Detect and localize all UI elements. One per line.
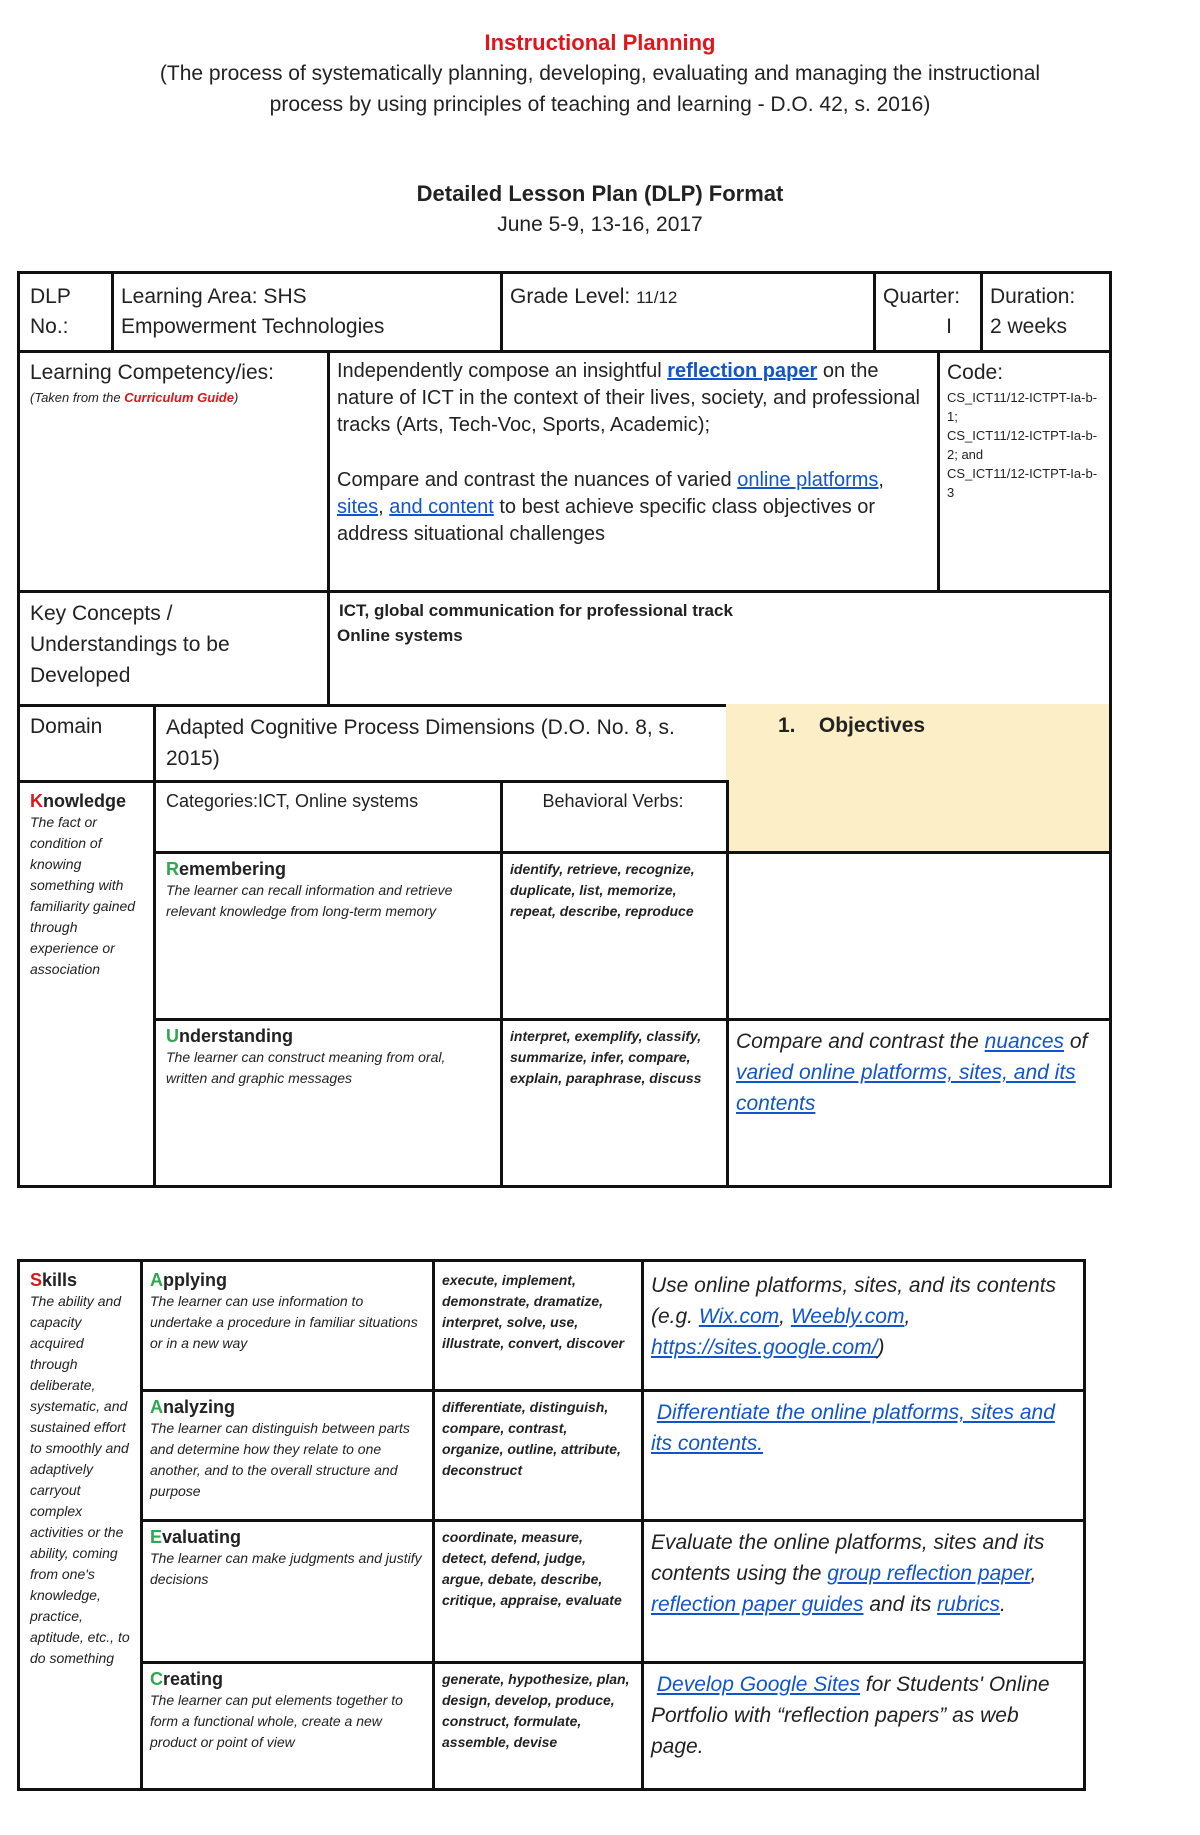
dlp-title: Detailed Lesson Plan (DLP) Format bbox=[416, 181, 784, 206]
remembering-verbs: identify, retrieve, recognize, duplicate, list, memorize, repeat, describe, reproduce bbox=[510, 861, 695, 919]
creating-cell bbox=[140, 1661, 435, 1791]
applying-verbs: execute, implement, demonstrate, dramatize, interpret, solve, use, illustrate, convert, discover bbox=[442, 1272, 625, 1351]
wix-link[interactable]: Wix.com bbox=[698, 1305, 780, 1328]
remembering-description: The learner can recall information and retrieve relevant knowledge from long-term memory bbox=[166, 882, 453, 919]
google-sites-url-link[interactable]: https://sites.google.com/ bbox=[651, 1336, 878, 1359]
adapted-label: Adapted Cognitive Process Dimensions (D.O. No. 8, s. 2015) bbox=[166, 716, 675, 770]
develop-google-sites-link[interactable]: Develop Google Sites bbox=[656, 1673, 860, 1696]
applying-verbs-cell bbox=[432, 1259, 644, 1392]
creating-heading: Creating bbox=[150, 1669, 224, 1689]
dlp-no-label: DLP No.: bbox=[30, 285, 71, 338]
curriculum-guide-link[interactable]: Curriculum Guide bbox=[124, 390, 234, 405]
understanding-verbs-cell bbox=[500, 1018, 729, 1188]
objectives-header-cell bbox=[726, 704, 1112, 854]
online-platforms-link[interactable]: online platforms bbox=[737, 469, 879, 491]
applying-cell bbox=[140, 1259, 435, 1392]
quarter-label: Quarter: bbox=[883, 285, 961, 308]
rubrics-link[interactable]: rubrics bbox=[937, 1593, 1001, 1616]
analyzing-heading: Analyzing bbox=[150, 1397, 236, 1417]
analyzing-cell bbox=[140, 1389, 435, 1522]
page-subtitle-line2: process by using principles of teaching and learning - D.O. 42, s. 2016) bbox=[269, 93, 931, 116]
code-3: CS_ICT11/12-ICTPT-Ia-b-3 bbox=[947, 466, 1098, 500]
grade-level-label: Grade Level: bbox=[510, 285, 631, 308]
knowledge-categories-cell bbox=[153, 780, 503, 854]
understanding-heading: Understanding bbox=[166, 1026, 294, 1046]
creating-objective-cell: Develop Google Sites for Students' Online Portfolio with “reflection papers” as web page. bbox=[641, 1661, 1086, 1791]
quarter-value: I bbox=[946, 315, 952, 338]
code-2: CS_ICT11/12-ICTPT-Ia-b-2; and bbox=[947, 428, 1098, 462]
analyzing-verbs-cell bbox=[432, 1389, 644, 1522]
dlp-date: June 5-9, 13-16, 2017 bbox=[497, 213, 703, 236]
analyzing-objective-cell bbox=[641, 1389, 1086, 1522]
analyzing-verbs: differentiate, distinguish, compare, contrast, organize, outline, attribute, deconstruct bbox=[442, 1399, 621, 1478]
skills-heading: Skills bbox=[30, 1270, 78, 1290]
creating-description: The learner can put elements together to form a functional whole, create a new product or point of view bbox=[150, 1692, 403, 1750]
competency-text-cell bbox=[327, 350, 940, 593]
sites-link[interactable]: sites bbox=[337, 496, 379, 518]
code-cell bbox=[937, 350, 1112, 593]
skills-cell bbox=[17, 1259, 143, 1791]
competency-text-1: Independently compose an insightful reflection paper on the nature of ICT in the context of their lives, society, and professional tracks (Arts, Tech-Voc, Sports, Academic); bbox=[337, 360, 920, 436]
understanding-cell bbox=[153, 1018, 503, 1188]
behavioral-verbs-label-cell bbox=[500, 780, 729, 854]
understanding-description: The learner can construct meaning from oral, written and graphic messages bbox=[166, 1049, 446, 1086]
group-reflection-paper-link[interactable]: group reflection paper bbox=[827, 1562, 1031, 1585]
analyzing-description: The learner can distinguish between parts and determine how they relate to one another, and to the overall structure and purpose bbox=[150, 1420, 410, 1499]
weebly-link[interactable]: Weebly.com bbox=[790, 1305, 905, 1328]
objectives-label: Objectives bbox=[818, 714, 926, 737]
creating-verbs: generate, hypothesize, plan, design, develop, produce, construct, formulate, assemble, devise bbox=[442, 1671, 630, 1750]
competency-text-2: Compare and contrast the nuances of varied online platforms, sites, and content to best achieve specific class objectives or address situational challenges bbox=[337, 469, 884, 545]
competency-note: (Taken from the Curriculum Guide) bbox=[30, 390, 239, 405]
remembering-verbs-cell bbox=[500, 851, 729, 1021]
key-concept-1: ICT, global communication for professional track bbox=[339, 601, 733, 620]
code-1: CS_ICT11/12-ICTPT-Ia-b-1; bbox=[947, 390, 1098, 424]
knowledge-cell bbox=[17, 780, 156, 1188]
page-title: Instructional Planning bbox=[484, 30, 716, 55]
understanding-objective-cell: Compare and contrast the nuances of varied online platforms, sites, and its contents bbox=[726, 1018, 1112, 1188]
creating-verbs-cell bbox=[432, 1661, 644, 1791]
duration-label: Duration: bbox=[990, 285, 1076, 308]
dlp-no-cell bbox=[17, 271, 114, 353]
key-concepts-label: Key Concepts / Understandings to be Developed bbox=[30, 602, 230, 687]
evaluating-verbs-cell bbox=[432, 1519, 644, 1664]
learning-area-value: Empowerment Technologies bbox=[121, 315, 385, 338]
competency-label: Learning Competency/ies: bbox=[30, 361, 274, 384]
grade-level-value: 11/12 bbox=[636, 288, 678, 307]
understanding-verbs: interpret, exemplify, classify, summarize, infer, compare, explain, paraphrase, discuss bbox=[510, 1028, 702, 1086]
evaluating-heading: Evaluating bbox=[150, 1527, 242, 1547]
applying-objective-cell: Use online platforms, sites, and its contents (e.g. Wix.com, Weebly.com, https://sites.google.com/) bbox=[641, 1259, 1086, 1392]
evaluating-cell bbox=[140, 1519, 435, 1664]
duration-cell bbox=[980, 271, 1112, 353]
domain-label: Domain bbox=[30, 715, 103, 738]
learning-area-label: Learning Area: SHS bbox=[121, 285, 307, 308]
key-concepts-label-cell bbox=[17, 590, 330, 707]
remembering-heading: Remembering bbox=[166, 859, 287, 879]
remembering-cell bbox=[153, 851, 503, 1021]
duration-value: 2 weeks bbox=[990, 315, 1068, 338]
and-content-link[interactable]: and content bbox=[389, 496, 494, 518]
objectives-heading bbox=[736, 712, 1099, 738]
knowledge-description: The fact or condition of knowing something with familiarity gained through experience or association bbox=[30, 814, 136, 977]
objectives-number: 1. bbox=[778, 714, 796, 737]
knowledge-categories: Categories:ICT, Online systems bbox=[166, 791, 419, 811]
varied-online-platforms-link[interactable]: varied online platforms, sites, and its contents bbox=[736, 1061, 1076, 1115]
reflection-paper-link[interactable]: reflection paper bbox=[667, 360, 818, 382]
nuances-link[interactable]: nuances bbox=[984, 1030, 1065, 1053]
applying-description: The learner can use information to undertake a procedure in familiar situations or in a new way bbox=[150, 1293, 418, 1351]
code-label: Code: bbox=[947, 361, 1004, 384]
behavioral-verbs-label: Behavioral Verbs: bbox=[542, 791, 684, 811]
differentiate-link[interactable]: Differentiate the online platforms, sites and its contents. bbox=[651, 1401, 1055, 1455]
evaluating-description: The learner can make judgments and justify decisions bbox=[150, 1550, 422, 1587]
grade-level-cell bbox=[500, 271, 876, 353]
key-concepts-value-cell bbox=[327, 590, 1112, 707]
skills-description: The ability and capacity acquired through deliberate, systematic, and sustained effort to smoothly and adaptively carryout complex activities or the ability, coming from one's knowledge, practice, aptitude, etc., to do something bbox=[30, 1293, 130, 1666]
evaluating-objective-cell: Evaluate the online platforms, sites and its contents using the group reflection paper, reflection paper guides and its rubrics. bbox=[641, 1519, 1086, 1664]
key-concept-2: Online systems bbox=[337, 626, 463, 645]
page-subtitle-line1: (The process of systematically planning, developing, evaluating and managing the instructional bbox=[159, 62, 1041, 85]
knowledge-heading: Knowledge bbox=[30, 791, 127, 811]
adapted-label-cell bbox=[153, 704, 729, 783]
reflection-paper-guides-link[interactable]: reflection paper guides bbox=[651, 1593, 864, 1616]
learning-area-cell bbox=[111, 271, 503, 353]
domain-label-cell bbox=[17, 704, 156, 783]
evaluating-verbs: coordinate, measure, detect, defend, judge, argue, debate, describe, critique, appraise, evaluate bbox=[442, 1529, 622, 1608]
quarter-cell bbox=[873, 271, 983, 353]
remembering-objective-cell bbox=[726, 851, 1112, 1021]
applying-heading: Applying bbox=[150, 1270, 227, 1290]
competency-label-cell bbox=[17, 350, 330, 593]
